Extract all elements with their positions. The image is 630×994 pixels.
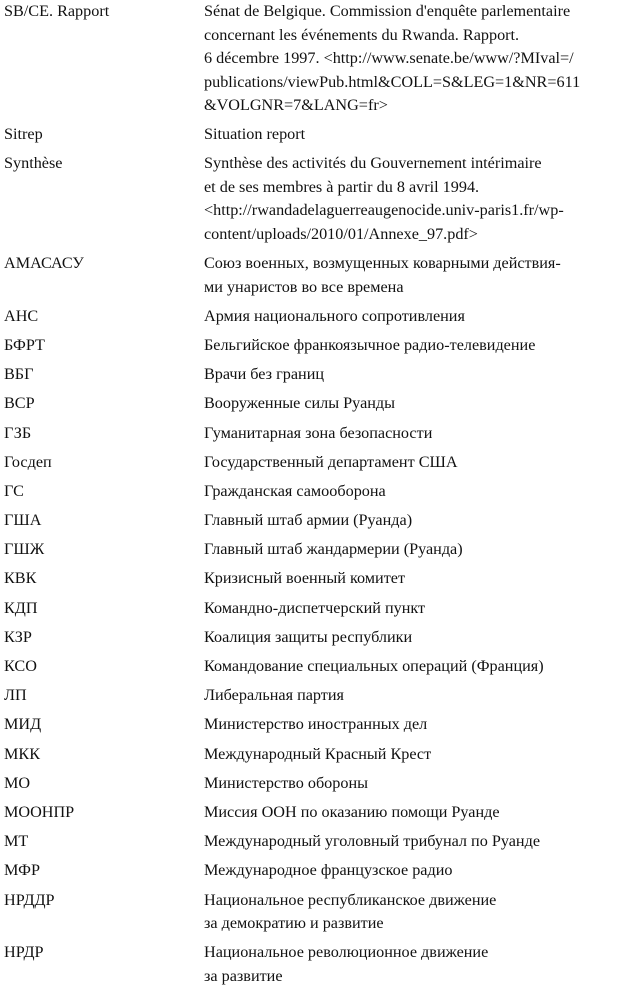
list-item	[4, 334, 628, 358]
abbreviation: КСО	[4, 657, 37, 675]
abbreviation: ЛП	[4, 686, 27, 705]
abbreviation: ВСР	[4, 394, 35, 413]
abbreviation: ГС	[4, 481, 24, 500]
list-item	[4, 567, 628, 591]
list-item	[4, 363, 628, 387]
list-item	[4, 830, 628, 854]
abbreviation: МФР	[4, 861, 40, 880]
definition: Либеральная партия	[204, 686, 344, 705]
definition: Международное французское радио	[204, 861, 453, 880]
definition: Международный Красный Крест	[204, 744, 432, 763]
abbreviation: МООНПР	[4, 802, 75, 821]
list-item	[4, 859, 628, 883]
list-item	[4, 252, 628, 299]
abbreviation: НРДДР	[4, 890, 55, 909]
abbreviation: Sitrep	[4, 125, 43, 144]
definition: Международный уголовный трибунал по Руанде	[204, 832, 541, 851]
list-item	[4, 123, 628, 147]
definition: Вооруженные силы Руанды	[204, 394, 396, 413]
abbreviation: КДП	[4, 598, 38, 617]
definition: Союз военных, возмущенных коварными действия- ми унаристов во все времена	[204, 254, 561, 296]
list-item	[4, 801, 628, 825]
definition: Министерство обороны	[204, 773, 369, 792]
abbreviation: МТ	[4, 832, 29, 851]
definition: Командование специальных операций (Франция)	[204, 657, 544, 675]
definition: Гуманитарная зона безопасности	[204, 423, 433, 442]
definition: Бельгийское франкоязычное радио-телевидение	[204, 335, 536, 354]
list-item	[4, 743, 628, 767]
definition: Национальное революционное движение за развитие	[204, 943, 489, 985]
abbreviation: АМАСАСУ	[4, 254, 84, 273]
definition: Командно-диспетчерский пункт	[204, 598, 426, 617]
list-item	[4, 941, 628, 988]
list-item	[4, 655, 628, 679]
definition: Главный штаб армии (Руанда)	[204, 511, 413, 530]
definition: Коалиция защиты республики	[204, 627, 413, 646]
list-item	[4, 0, 628, 118]
abbreviation: МИД	[4, 715, 42, 734]
list-item	[4, 451, 628, 475]
list-item	[4, 392, 628, 416]
definition: Министерство иностранных дел	[204, 715, 428, 734]
list-item	[4, 597, 628, 621]
list-item	[4, 684, 628, 708]
list-item	[4, 422, 628, 446]
definition: Национальное республиканское движение за демократию и развитие	[204, 890, 497, 932]
definition: Synthèse des activités du Gouvernement intérimaire et de ses membres à partir du 8 avril 1994. <http://rwandadelaguerreaugenocide.univ-paris1.fr/wp- content/uploads/2010/01/Annexe_97.pdf>	[204, 154, 564, 243]
definition: Миссия ООН по оказанию помощи Руанде	[204, 802, 500, 821]
abbreviation: АНС	[4, 306, 39, 325]
abbreviation-list	[4, 0, 628, 994]
definition: Гражданская самооборона	[204, 481, 386, 500]
definition: Кризисный военный комитет	[204, 569, 406, 588]
abbreviation: ГЗБ	[4, 423, 32, 442]
list-item	[4, 152, 628, 246]
abbreviation: КВК	[4, 569, 37, 588]
list-item	[4, 509, 628, 533]
abbreviation: Synthèse	[4, 154, 63, 173]
list-item	[4, 305, 628, 329]
list-item	[4, 538, 628, 562]
definition: Sénat de Belgique. Commission d'enquête parlementaire concernant les événements du Rwanda. Rapport. 6 décembre 1997. <http://www.senate.be/www/?MIval=/ publications/viewPub.html&COLL=S&LEG=1&NR=611 &VOLGNR=7&LANG=fr>	[204, 2, 581, 114]
abbreviation: ГША	[4, 511, 42, 530]
abbreviation: КЗР	[4, 627, 32, 646]
abbreviation: ВБГ	[4, 365, 34, 384]
list-item	[4, 772, 628, 796]
abbreviation: ГШЖ	[4, 540, 45, 559]
abbreviation: Госдеп	[4, 452, 52, 471]
abbreviation: БФРТ	[4, 335, 45, 354]
list-item	[4, 480, 628, 504]
definition: Армия национального сопротивления	[204, 306, 465, 325]
definition: Главный штаб жандармерии (Руанда)	[204, 540, 463, 559]
abbreviation: МКК	[4, 744, 40, 763]
definition: Situation report	[204, 125, 306, 144]
list-item	[4, 889, 628, 936]
abbreviation: НРДР	[4, 943, 44, 962]
list-item	[4, 626, 628, 650]
abbreviation: SB/CE. Rapport	[4, 2, 110, 20]
definition: Врачи без границ	[204, 365, 325, 384]
list-item	[4, 713, 628, 737]
definition: Государственный департамент США	[204, 452, 458, 471]
abbreviation: МО	[4, 773, 31, 792]
